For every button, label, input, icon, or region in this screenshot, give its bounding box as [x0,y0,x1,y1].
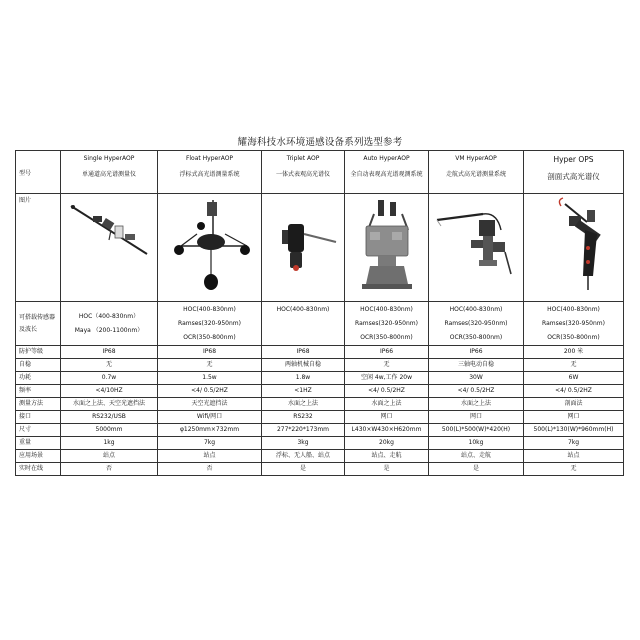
product-subtitle: 剖面式高光谱仪 [547,172,600,182]
spec-cell: IP66 [429,346,524,359]
product-image-cell [429,194,524,302]
sensor-cell [524,302,624,346]
spec-row [16,346,624,359]
spec-cell: 无 [524,463,624,476]
spec-cell: IP68 [158,346,262,359]
sensor-cell [158,302,262,346]
sensor-item: HOC(400-830nm) [360,305,413,313]
product-name: Single HyperAOP [83,155,135,162]
product-name: Auto HyperAOP [363,155,410,162]
sensor-item: HOC(400-830nm) [547,305,600,313]
spec-cell: <1HZ [262,385,345,398]
sensor-item: HOC(400-830nm) [276,306,330,313]
product-image-cell [262,194,345,302]
sensor-cell [61,302,158,346]
product-header [429,151,524,194]
spec-cell: RS232 [262,411,345,424]
spec-cell: IP66 [345,346,429,359]
spec-cell: 3kg [262,437,345,450]
spec-row-label: 实时在线 [16,463,61,476]
spec-row [16,424,624,437]
image-row-label: 图片 [16,194,61,302]
spec-row-label: 频率 [16,385,61,398]
spec-cell: 无 [158,359,262,372]
sensor-item: HOC（400-830nm） [78,312,140,320]
spec-row-label: 接口 [16,411,61,424]
header-row [16,151,624,194]
product-image-cell [345,194,429,302]
spec-cell: 500(L)*130(W)*960mm(H) [524,424,624,437]
spec-cell: φ1250mm×732mm [158,424,262,437]
spec-cell: 6W [524,372,624,385]
spec-cell: 两轴机械自稳 [262,359,345,372]
product-name: Float HyperAOP [185,155,234,162]
spec-cell: 剖面法 [524,398,624,411]
spec-cell: 站点 [158,450,262,463]
spec-row [16,463,624,476]
product-header [158,151,262,194]
spec-row [16,398,624,411]
spec-cell: 网口 [345,411,429,424]
spec-cell: 浮标、无人船、站点 [262,450,345,463]
sensor-item: Maya （200-1100nm） [74,326,144,334]
spec-cell: 10kg [429,437,524,450]
spec-cell: 三轴电动自稳 [429,359,524,372]
spec-cell: 200 米 [524,346,624,359]
product-header [345,151,429,194]
triplet-sensor-icon [264,196,342,296]
single-hyperaop-sensor-icon [63,196,155,296]
spec-row-label: 测量方法 [16,398,61,411]
spec-cell: 否 [61,463,158,476]
sensor-item: HOC(400-830nm) [449,305,503,313]
spec-cell: <4/ 0.5/2HZ [158,385,262,398]
spec-cell: 7kg [158,437,262,450]
auto-station-icon [348,196,426,296]
sensor-item: OCR(350-800nm) [360,333,413,341]
spec-cell: L430×W430×H620mm [345,424,429,437]
spec-cell: IP68 [262,346,345,359]
profiler-icon [527,196,621,296]
spec-cell: 7kg [524,437,624,450]
sensor-item: HOC(400-830nm) [183,305,236,313]
header-label: 型号 [16,151,61,194]
spec-cell: 空闲 4w,工作 20w [345,372,429,385]
product-subtitle: 走航式高光谱测量系统 [445,170,506,178]
spec-cell: 站点 [524,450,624,463]
spec-cell: 无 [524,359,624,372]
product-subtitle: 一体式表观高光谱仪 [275,170,330,178]
sensor-item: Ramses(320-950nm) [542,319,605,327]
spec-cell: <4/10HZ [61,385,158,398]
sensor-item: Ramses(320-950nm) [444,319,508,327]
spec-cell: 网口 [429,411,524,424]
sensor-cell [429,302,524,346]
spec-cell: 站点 [61,450,158,463]
spec-cell: 是 [429,463,524,476]
sensor-item: OCR(350-800nm) [547,333,600,341]
float-buoy-icon [161,196,259,296]
spec-cell: 30W [429,372,524,385]
spec-row [16,411,624,424]
sensor-row-label: 可搭载传感器及波长 [16,302,61,346]
spec-cell: 无 [61,359,158,372]
spec-row-label: 防护等级 [16,346,61,359]
spec-cell: <4/ 0.5/2HZ [345,385,429,398]
spec-cell: 站点、走航 [429,450,524,463]
sensor-item: Ramses(320-950nm) [355,319,418,327]
spec-cell: 网口 [524,411,624,424]
spec-cell: 水面之上法 [345,398,429,411]
spec-row [16,437,624,450]
spec-row [16,450,624,463]
spec-cell: 水面之上法 [429,398,524,411]
spec-cell: 站点、走航 [345,450,429,463]
product-image-cell [158,194,262,302]
product-header [262,151,345,194]
spec-cell: 20kg [345,437,429,450]
spec-cell: Wifi/网口 [158,411,262,424]
spec-row [16,359,624,372]
spec-cell: 5000mm [61,424,158,437]
spec-cell: 是 [262,463,345,476]
sensor-item: Ramses(320-950nm) [178,319,241,327]
spec-row-label: 尺寸 [16,424,61,437]
spec-cell: 1kg [61,437,158,450]
product-subtitle: 单通道高光谱测量仪 [81,170,136,178]
product-image-cell [524,194,624,302]
product-header [61,151,158,194]
spec-cell: RS232/USB [61,411,158,424]
spec-table [15,150,624,476]
product-subtitle: 浮标式高光谱测量系统 [179,170,240,178]
sensor-item: OCR(350-800nm) [183,333,236,341]
product-name: VM HyperAOP [455,155,497,162]
vm-arm-icon [431,196,521,296]
spec-row-label: 应用场景 [16,450,61,463]
spec-cell: 否 [158,463,262,476]
document-title: 耀海科技水环境遥感设备系列选型参考 [237,137,403,148]
spec-row-label: 自稳 [16,359,61,372]
spec-row-label: 功耗 [16,372,61,385]
image-row [16,194,624,302]
spec-cell: 水面之上法、天空光遮挡法 [61,398,158,411]
spec-row [16,385,624,398]
spec-cell: 500(L)*500(W)*420(H) [429,424,524,437]
product-subtitle: 全自动表观高光谱观测系统 [350,170,423,178]
spec-cell: 1.8w [262,372,345,385]
spec-row [16,372,624,385]
sensor-cell [345,302,429,346]
product-name: Triplet AOP [286,155,320,162]
spec-row-label: 重量 [16,437,61,450]
spec-cell: 1.5w [158,372,262,385]
product-name: Hyper OPS [553,155,594,164]
sensor-row [16,302,624,346]
spec-cell: <4/ 0.5/2HZ [524,385,624,398]
product-header [524,151,624,194]
sensor-cell [262,302,345,346]
spec-cell: 水面之上法 [262,398,345,411]
spec-cell: <4/ 0.5/2HZ [429,385,524,398]
spec-cell: 277*220*173mm [262,424,345,437]
spec-cell: IP68 [61,346,158,359]
spec-cell: 无 [345,359,429,372]
spec-cell: 0.7w [61,372,158,385]
spec-cell: 是 [345,463,429,476]
product-image-cell [61,194,158,302]
sensor-item: OCR(350-800nm) [449,333,503,341]
spec-cell: 天空光遮挡法 [158,398,262,411]
